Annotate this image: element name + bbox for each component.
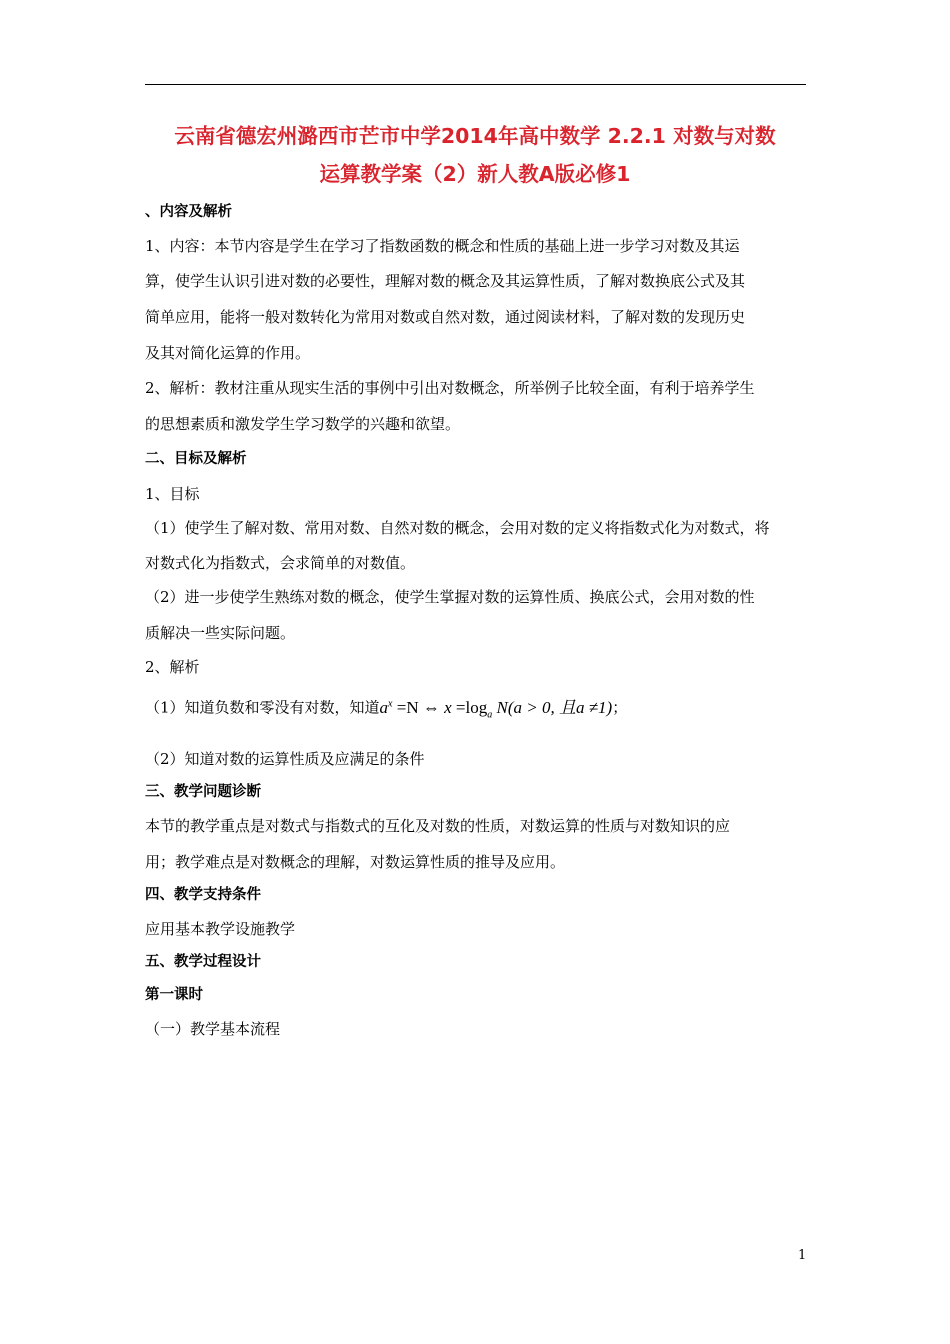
document-title-line2: 运算教学案（2）新人教A版必修1 (319, 162, 631, 186)
analysis-item2: （2）知道对数的运算性质及应满足的条件 (145, 750, 425, 768)
analysis-label: 2、解析 (145, 658, 200, 676)
section1-p1-line3: 简单应用，能将一般对数转化为常用对数或自然对数，通过阅读材料，了解对数的发现历史 (145, 308, 746, 326)
goal1-line2: 对数式化为指数式，会求简单的对数值。 (145, 554, 416, 572)
section2-heading: 二、目标及解析 (145, 451, 247, 467)
header-rule (145, 84, 806, 85)
section3-line1: 本节的教学重点是对数式与指数式的互化及对数的性质，对数运算的性质与对数知识的应 (145, 817, 731, 835)
section1-heading: 、内容及解析 (145, 204, 232, 220)
analysis-item1-text: （1）知道负数和零没有对数，知道 (145, 698, 380, 717)
goal1-line1: （1）使学生了解对数、常用对数、自然对数的概念，会用对数的定义将指数式化为对数式，将 (145, 519, 770, 537)
goal2-line1: （2）进一步使学生熟练对数的概念，使学生掌握对数的运算性质、换底公式，会用对数的性 (145, 588, 755, 606)
section1-p1-line1: 1、内容：本节内容是学生在学习了指数函数的概念和性质的基础上进一步学习对数及其运 (145, 237, 740, 255)
document-title-line1: 云南省德宏州潞西市芒市中学2014年高中数学 2.2.1 对数与对数 (174, 124, 776, 148)
log-formula: $a^x =N$ ⇔ $x =\log_a$ N(a > 0, 且a ≠1) (379, 697, 613, 721)
section4-heading: 四、教学支持条件 (145, 887, 261, 903)
section4-line1: 应用基本教学设施教学 (145, 920, 296, 938)
page-number: 1 (798, 1248, 807, 1263)
goal-label: 1、目标 (145, 485, 200, 503)
analysis-item1: （1）知道负数和零没有对数，知道$a^x =N$ ⇔ $x =\log_a$ N(a > 0, 且a ≠1)； (145, 697, 628, 721)
section1-p2-line2: 的思想素质和激发学生学习数学的兴趣和欲望。 (145, 415, 461, 433)
goal2-line2: 质解决一些实际问题。 (145, 624, 296, 642)
section1-p2-line1: 2、解析：教材注重从现实生活的事例中引出对数概念，所举例子比较全面，有利于培养学生 (145, 379, 755, 397)
section5-subheading: 第一课时 (145, 987, 203, 1003)
section1-p1-line4: 及其对简化运算的作用。 (145, 344, 311, 362)
section3-line2: 用；教学难点是对数概念的理解，对数运算性质的推导及应用。 (145, 853, 566, 871)
section5-item: （一）教学基本流程 (145, 1020, 281, 1038)
section5-heading: 五、教学过程设计 (145, 954, 261, 970)
section3-heading: 三、教学问题诊断 (145, 784, 261, 800)
section1-p1-line2: 算，使学生认识引进对数的必要性，理解对数的概念及其运算性质，了解对数换底公式及其 (145, 272, 746, 290)
